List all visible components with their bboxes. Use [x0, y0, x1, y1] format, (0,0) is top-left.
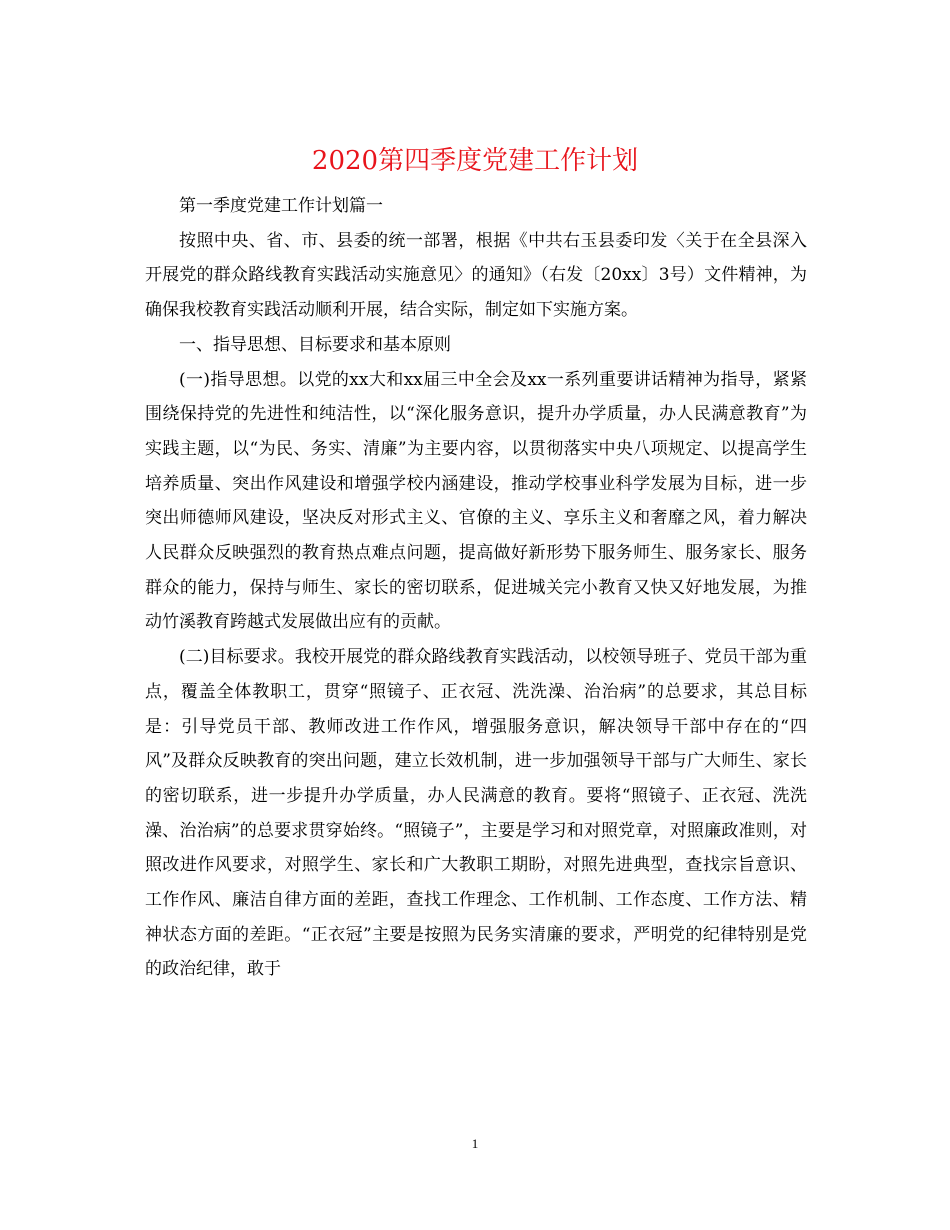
page-number: 1 [471, 1136, 479, 1151]
document-body [145, 189, 807, 987]
guiding-thought-paragraph: (一)指导思想。以党的xx大和xx届三中全会及xx一系列重要讲话精神为指导，紧紧围绕保持党的先进性和纯洁性，以“深化服务意识，提升办学质量，办人民满意教育”为实践主题，以“为民、务实、清廉”为主要内容，以贯彻落实中央八项规定、以提高学生培养质量、突出作风建设和增强学校内涵建设，推动学校事业科学发展为目标，进一步突出师德师风建设，坚决反对形式主义、官僚的主义、享乐主义和奢靡之风，着力解决人民群众反映强烈的教育热点难点问题，提高做好新形势下服务师生、服务家长、服务群众的能力，保持与师生、家长的密切联系，促进城关完小教育又快又好地发展，为推动竹溪教育跨越式发展做出应有的贡献。 [145, 369, 807, 633]
goal-requirements-paragraph: (二)目标要求。我校开展党的群众路线教育实践活动，以校领导班子、党员干部为重点，覆盖全体教职工，贯穿“照镜子、正衣冠、洗洗澡、治治病”的总要求，其总目标是：引导党员干部、教师改进工作作风，增强服务意识，解决领导干部中存在的“四风”及群众反映教育的突出问题，建立长效机制，进一步加强领导干部与广大师生、家长的密切联系，进一步提升办学质量，办人民满意的教育。要将“照镜子、正衣冠、洗洗澡、治治病”的总要求贯穿始终。“照镜子”，主要是学习和对照党章，对照廉政准则，对照改进作风要求，对照学生、家长和广大教职工期盼，对照先进典型，查找宗旨意识、工作作风、廉洁自律方面的差距，查找工作理念、工作机制、工作态度、工作方法、精神状态方面的差距。“正衣冠”主要是按照为民务实清廉的要求，严明党的纪律特别是党的政治纪律，敢于 [145, 647, 807, 980]
section-heading: 第一季度党建工作计划篇一 [179, 196, 383, 216]
intro-paragraph: 按照中央、省、市、县委的统一部署，根据《中共右玉县委印发〈关于在全县深入开展党的群众路线教育实践活动实施意见〉的通知》（右发〔20xx〕3号）文件精神，为确保我校教育实践活动顺利开展，结合实际，制定如下实施方案。 [145, 230, 807, 321]
section-heading: 一、指导思想、目标要求和基本原则 [179, 334, 451, 355]
document-title: 2020第四季度党建工作计划 [311, 146, 639, 176]
